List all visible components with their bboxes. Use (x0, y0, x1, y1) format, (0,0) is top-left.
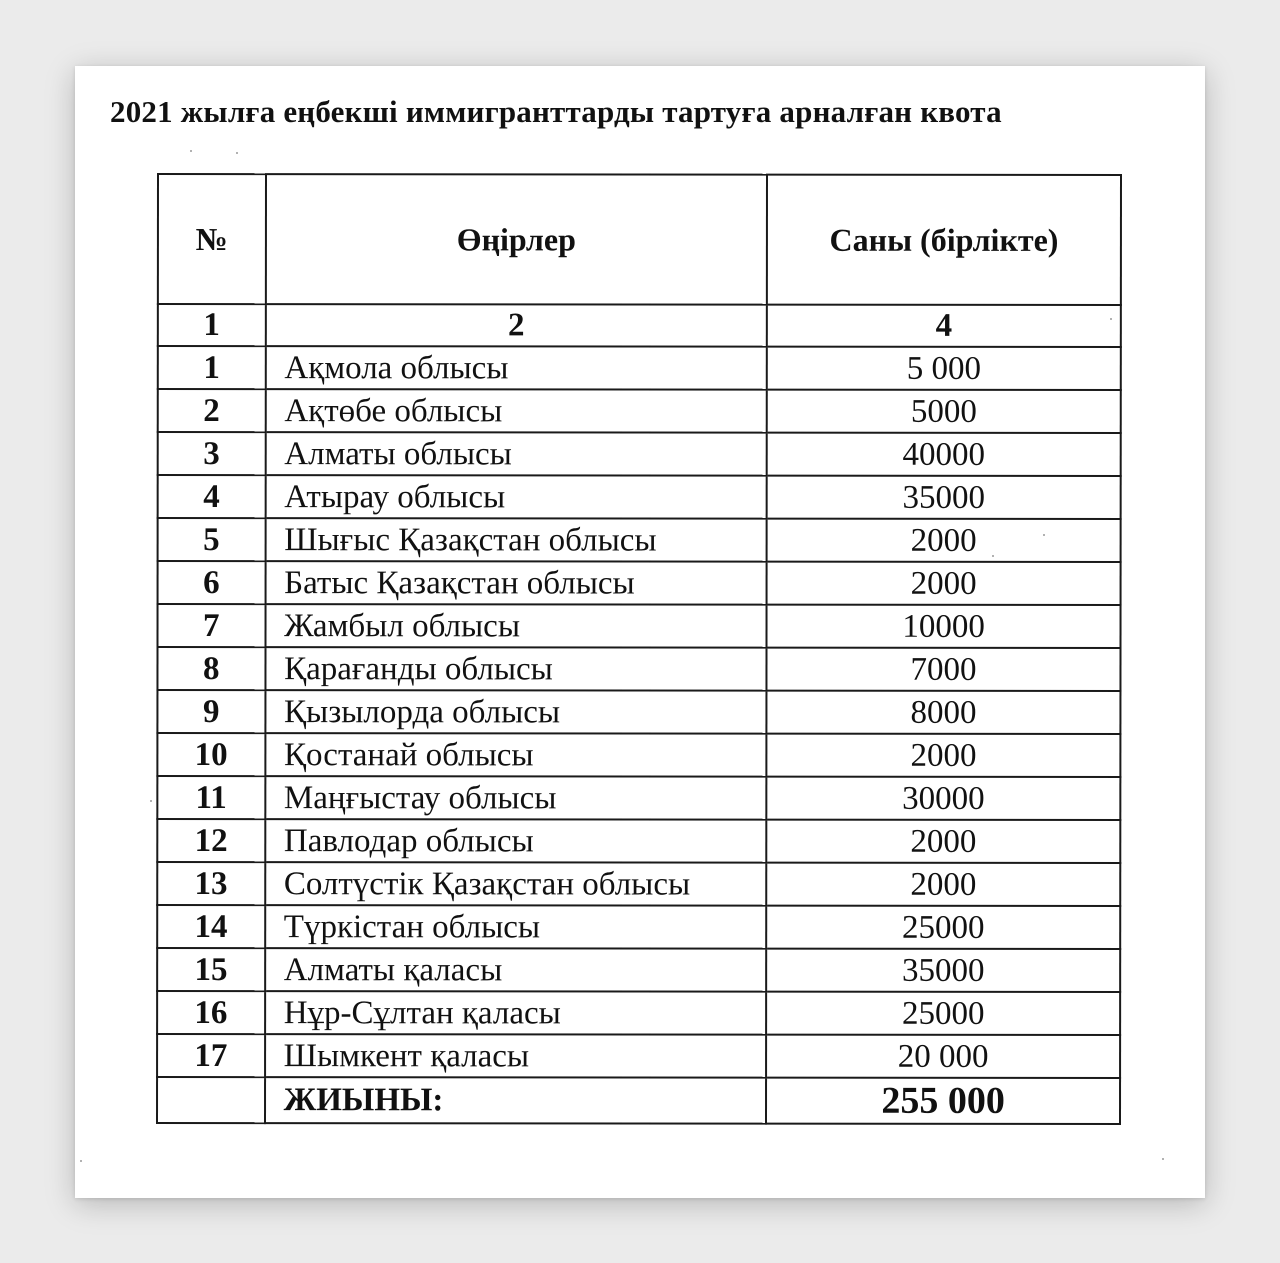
row-region: Жамбыл облысы (265, 604, 767, 648)
table-row (158, 432, 1121, 476)
document-title: 2021 жылға еңбекші иммигранттарды тартуға арналған квота (110, 94, 1002, 129)
row-region: Қарағанды облысы (265, 647, 767, 691)
table-row (157, 948, 1120, 992)
total-row (157, 1077, 1120, 1124)
table-row (157, 819, 1120, 863)
row-number: 12 (157, 819, 265, 862)
table-row (157, 647, 1120, 691)
scan-speck (80, 1160, 82, 1162)
row-region: Қызылорда облысы (265, 690, 767, 734)
quota-table-body (157, 174, 1121, 1124)
row-count: 2000 (767, 562, 1121, 605)
row-number: 10 (157, 733, 265, 776)
row-number: 11 (157, 776, 265, 819)
row-number: 13 (157, 862, 265, 905)
total-label: ЖИЫНЫ: (265, 1077, 767, 1124)
row-number: 14 (157, 905, 265, 948)
row-region: Батыс Қазақстан облысы (265, 561, 767, 605)
row-region: Павлодар облысы (265, 819, 767, 863)
row-count: 20 000 (766, 1035, 1120, 1078)
row-count: 40000 (767, 433, 1121, 476)
column-number-1: 1 (158, 304, 266, 346)
scan-speck (236, 152, 238, 154)
row-region: Түркістан облысы (265, 905, 767, 949)
table-row (158, 561, 1121, 605)
scan-speck (1043, 534, 1045, 536)
row-number: 15 (157, 948, 265, 991)
column-number-3: 4 (767, 305, 1121, 347)
row-number: 3 (158, 432, 266, 475)
row-count: 25000 (766, 906, 1120, 949)
row-number: 16 (157, 991, 265, 1034)
row-region: Ақмола облысы (265, 346, 767, 390)
table-row (157, 690, 1120, 734)
row-count: 10000 (767, 605, 1121, 648)
row-count: 2000 (767, 734, 1121, 777)
table-row (157, 733, 1120, 777)
row-region: Нұр-Сұлтан қаласы (265, 991, 767, 1035)
row-count: 7000 (767, 648, 1121, 691)
row-count: 2000 (767, 519, 1121, 562)
table-row (157, 776, 1120, 820)
row-number: 9 (157, 690, 265, 733)
scan-speck (1162, 1158, 1164, 1160)
row-count: 8000 (767, 691, 1121, 734)
row-region: Шымкент қаласы (265, 1034, 767, 1078)
table-row (157, 991, 1120, 1035)
row-number: 4 (158, 475, 266, 518)
row-number: 6 (158, 561, 266, 604)
scan-speck (190, 150, 192, 152)
scan-speck (1110, 318, 1112, 320)
row-count: 2000 (766, 820, 1120, 863)
row-number: 1 (158, 346, 266, 389)
table-header-row (158, 174, 1121, 305)
table-row (158, 475, 1121, 519)
row-number: 7 (158, 604, 266, 647)
row-count: 25000 (766, 992, 1120, 1035)
total-count: 255 000 (766, 1078, 1120, 1124)
row-region: Маңғыстау облысы (265, 776, 767, 820)
scan-speck (150, 800, 152, 802)
row-count: 5 000 (767, 347, 1121, 390)
table-row (158, 604, 1121, 648)
table-row (158, 346, 1121, 390)
row-number: 8 (157, 647, 265, 690)
total-number-empty (157, 1077, 265, 1123)
table-row (157, 1034, 1120, 1078)
row-count: 35000 (766, 949, 1120, 992)
row-count: 30000 (766, 777, 1120, 820)
table-row (158, 518, 1121, 562)
row-count: 5000 (767, 390, 1121, 433)
row-region: Қостанай облысы (265, 733, 767, 777)
quota-table (156, 173, 1122, 1125)
table-row (158, 389, 1121, 433)
header-region: Өңірлер (265, 174, 767, 305)
table-row (157, 905, 1120, 949)
row-region: Солтүстік Қазақстан облысы (265, 862, 767, 906)
row-region: Ақтөбе облысы (265, 389, 767, 433)
row-number: 5 (158, 518, 266, 561)
column-number-row (158, 304, 1121, 347)
row-number: 17 (157, 1034, 265, 1077)
row-number: 2 (158, 389, 266, 432)
row-region: Алматы қаласы (265, 948, 767, 992)
header-number: № (158, 174, 266, 304)
header-count: Саны (бірлікте) (767, 175, 1121, 305)
row-region: Шығыс Қазақстан облысы (265, 518, 767, 562)
scan-speck (992, 555, 994, 557)
column-number-2: 2 (265, 304, 767, 347)
row-count: 2000 (766, 863, 1120, 906)
row-region: Атырау облысы (265, 475, 767, 519)
row-region: Алматы облысы (265, 432, 767, 476)
table-row (157, 862, 1120, 906)
row-count: 35000 (767, 476, 1121, 519)
